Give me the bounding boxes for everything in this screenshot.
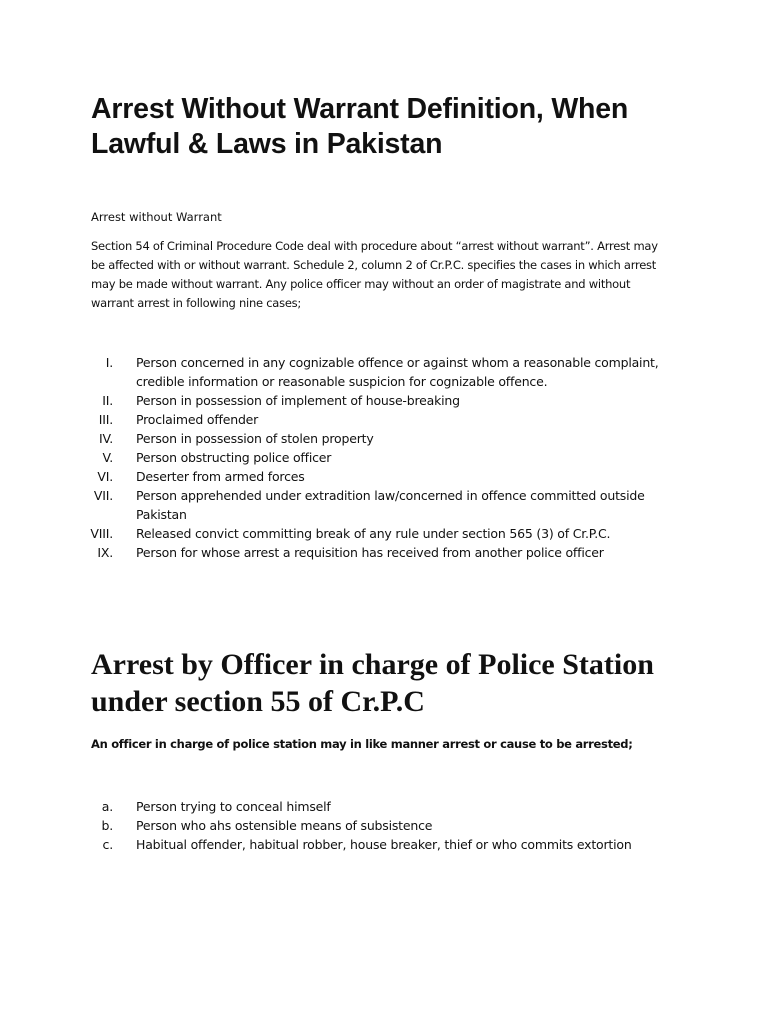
- list-item: [0, 429, 664, 448]
- list-item-text: Person in possession of implement of house-breaking: [136, 393, 460, 408]
- list-item-number: VIII.: [90, 526, 113, 541]
- list-item-number: V.: [102, 450, 113, 465]
- list-item: [0, 797, 664, 816]
- cases-list: [0, 353, 664, 562]
- list-item-number: III.: [98, 412, 113, 427]
- list-item-number: I.: [105, 355, 113, 370]
- list-item-number: b.: [101, 818, 113, 833]
- list-item-number: IV.: [99, 431, 113, 446]
- list-item-number: II.: [102, 393, 113, 408]
- list-item: [0, 448, 664, 467]
- list-item-number: VI.: [97, 469, 113, 484]
- list-item-number: c.: [102, 837, 113, 852]
- list-item-number: a.: [101, 799, 113, 814]
- list-item: [0, 410, 664, 429]
- list-item-text: Habitual offender, habitual robber, house breaker, thief or who commits extortion: [136, 837, 632, 852]
- list-item-number: VII.: [93, 488, 113, 503]
- intro-paragraph: Section 54 of Criminal Procedure Code deal with procedure about “arrest without warrant”. Arrest may be affected with or without warrant. Schedule 2, column 2 of Cr.P.C. specifies the cases in which arrest may be made without warrant. Any police officer may without an order of magistrate and without warrant arrest in following nine cases;: [91, 239, 658, 310]
- section-heading: Arrest by Officer in charge of Police Station under section 55 of Cr.P.C: [91, 648, 654, 718]
- list-item-text: Person for whose arrest a requisition has received from another police officer: [136, 545, 604, 560]
- page-title: Arrest Without Warrant Definition, When Lawful & Laws in Pakistan: [91, 93, 629, 160]
- list-item: [0, 467, 664, 486]
- list-item-text: Person trying to conceal himself: [136, 799, 331, 814]
- list-item: [0, 543, 664, 562]
- list-item-text: Person obstructing police officer: [136, 450, 332, 465]
- list-item-number: IX.: [97, 545, 113, 560]
- list-item-text: Proclaimed offender: [136, 412, 259, 427]
- list-item: [0, 486, 664, 524]
- section-lead: An officer in charge of police station may in like manner arrest or cause to be arrested;: [91, 737, 633, 751]
- persons-list: [0, 797, 664, 854]
- list-item: [0, 353, 664, 391]
- list-item-text: Released convict committing break of any rule under section 565 (3) of Cr.P.C.: [136, 526, 611, 541]
- list-item-text: Deserter from armed forces: [136, 469, 305, 484]
- list-item: [0, 835, 664, 854]
- list-item-text: Person apprehended under extradition law/concerned in offence committed outside Pakistan: [136, 488, 645, 522]
- list-item: [0, 524, 664, 543]
- list-item-text: Person concerned in any cognizable offence or against whom a reasonable complaint, credible information or reasonable suspicion for cognizable offence.: [136, 355, 659, 389]
- list-item: [0, 816, 664, 835]
- list-item: [0, 391, 664, 410]
- list-item-text: Person in possession of stolen property: [136, 431, 374, 446]
- section-subheading: Arrest without Warrant: [91, 210, 222, 224]
- list-item-text: Person who ahs ostensible means of subsistence: [136, 818, 433, 833]
